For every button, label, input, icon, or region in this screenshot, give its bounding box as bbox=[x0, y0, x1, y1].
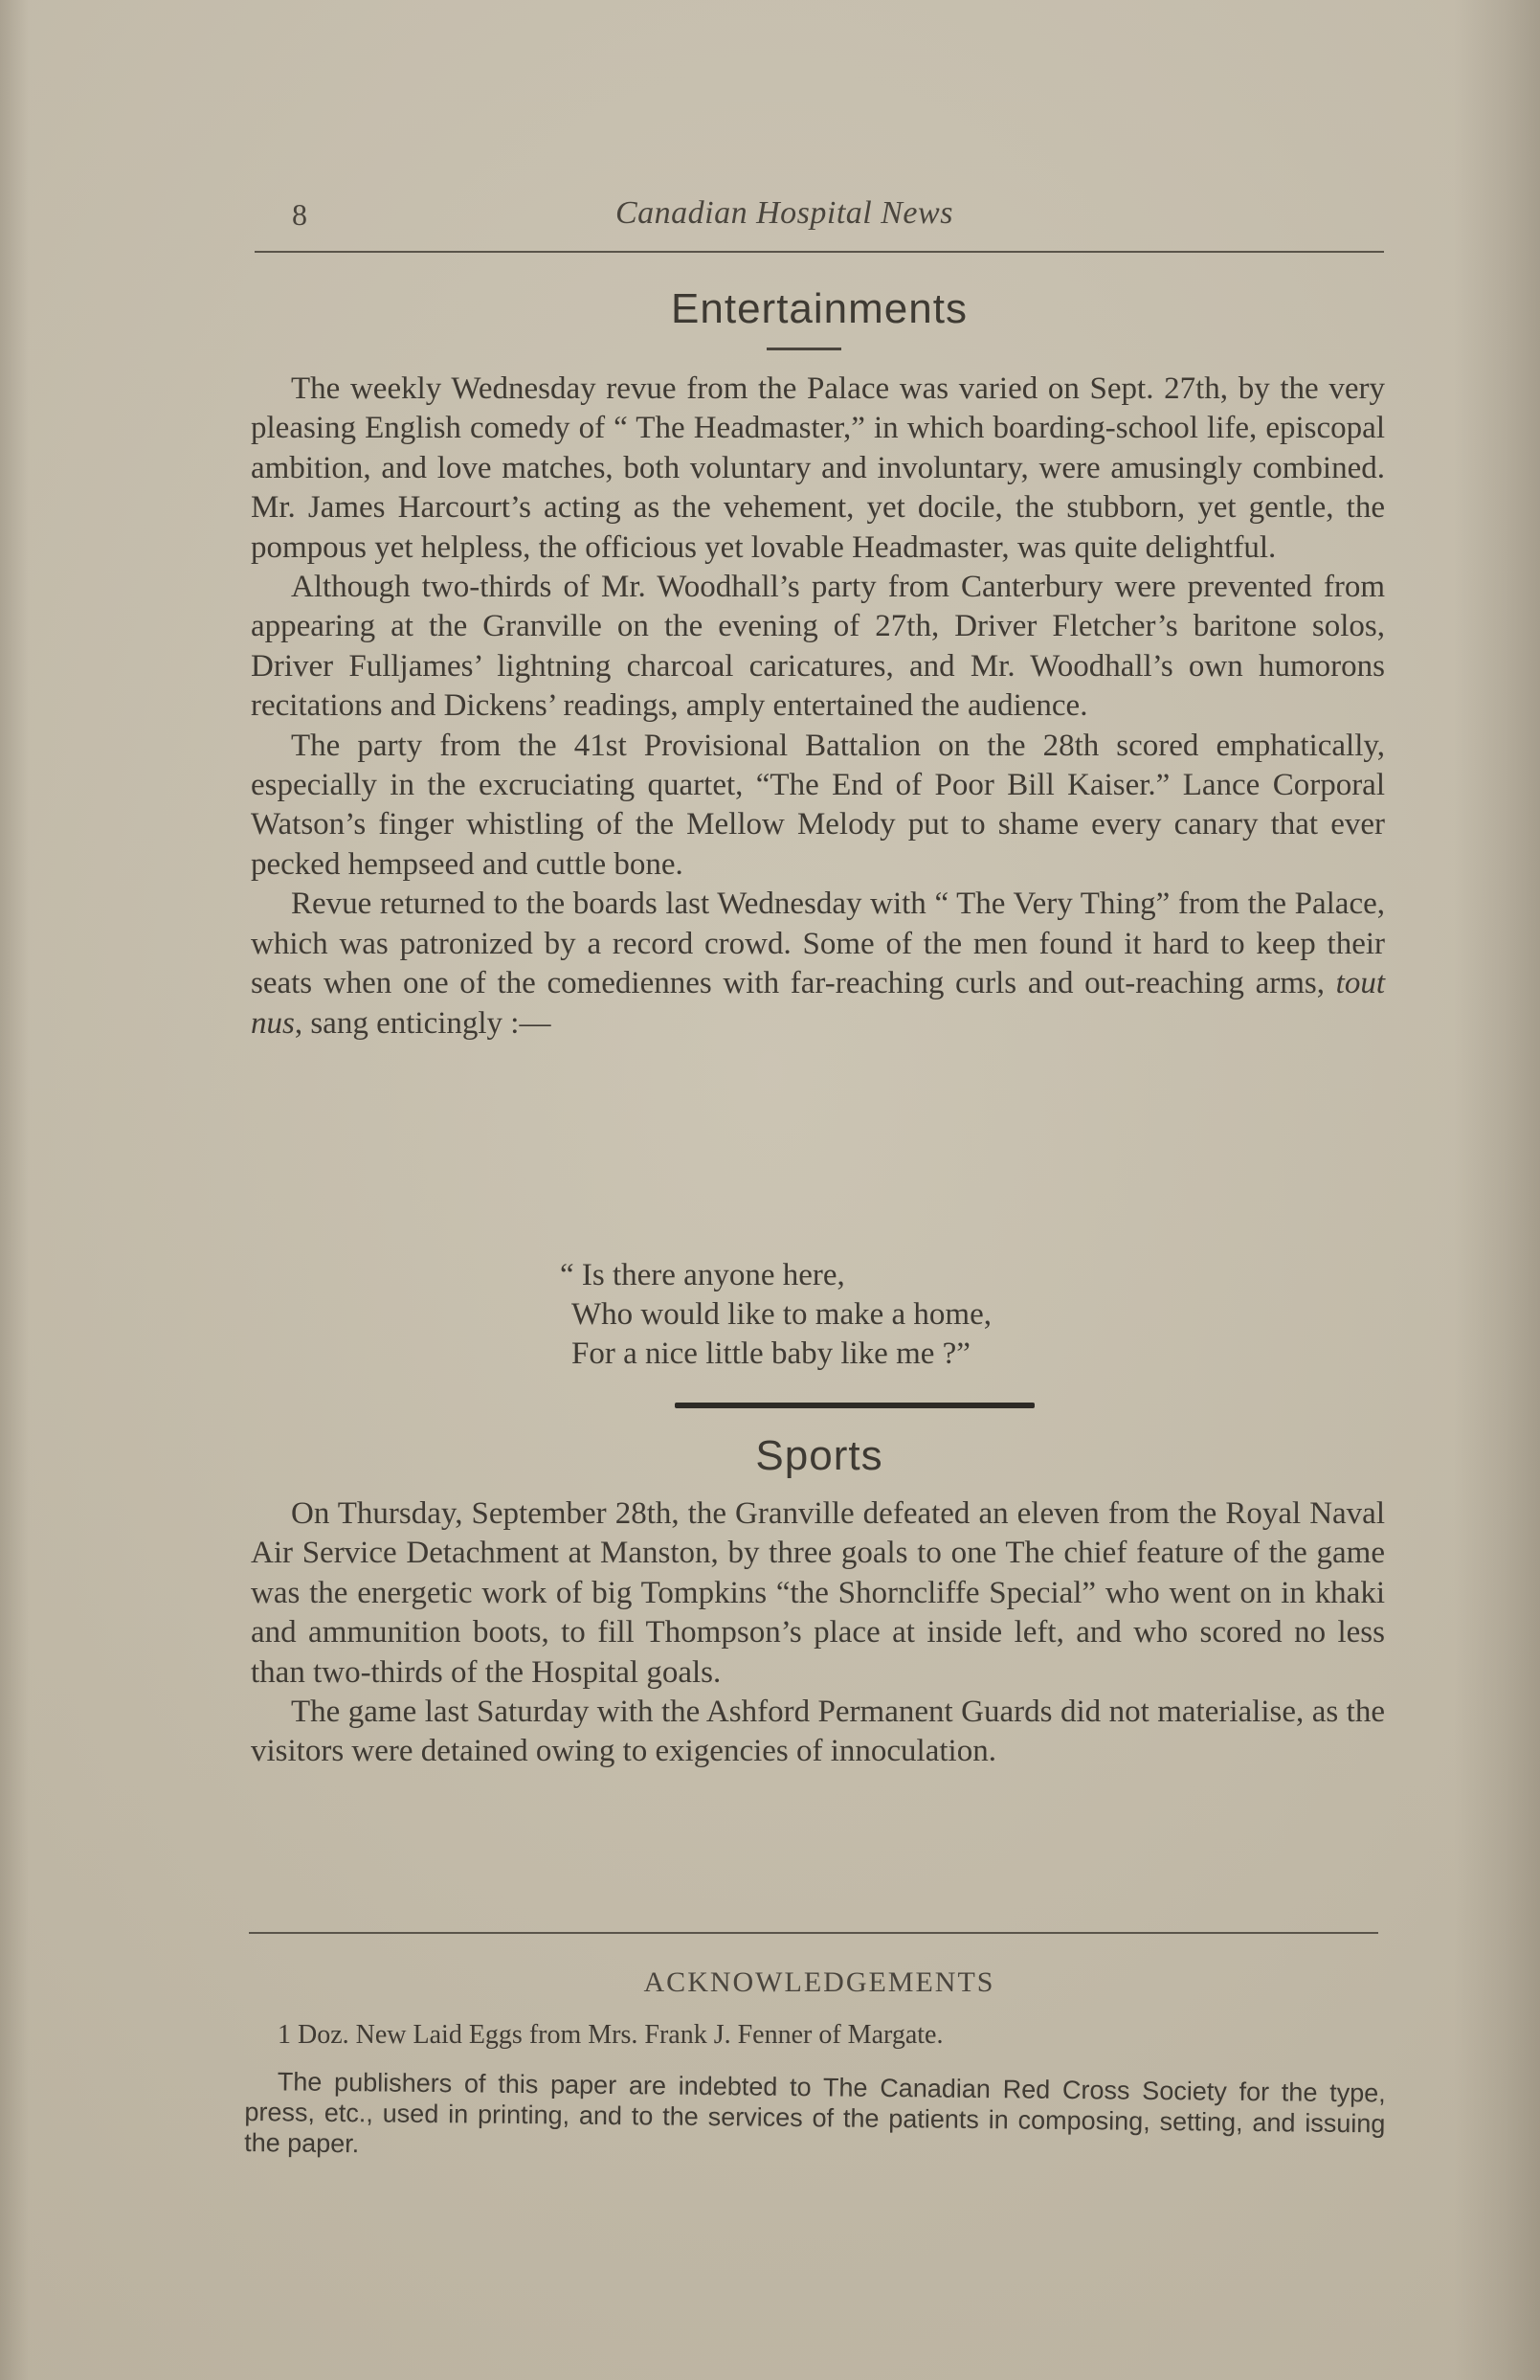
paragraph-text: Revue returned to the boards last Wednesday with “ The Very Thing” from the Palace, which was patronized by a record crowd. Some of the men found it hard to keep their seats when one of the comediennes with far-reaching curls and out-reaching arms, bbox=[251, 887, 1385, 1001]
entertainments-paragraph bbox=[251, 885, 1385, 1044]
entertainments-paragraph: The party from the 41st Provisional Battalion on the 28th scored emphatically, especially in the excruciating quartet, “The End of Poor Bill Kaiser.” Lance Corporal Watson’s finger whistling of the Mellow Melody put to shame every canary that ever pecked hempseed and cuttle bone. bbox=[251, 728, 1385, 882]
heading-dash bbox=[767, 348, 841, 350]
publishers-note: The publishers of this paper are indebted to The Canadian Red Cross Society for the type, press, etc., used in printing, and to the services of the patients in composing, setting, and issuing the paper. bbox=[244, 2067, 1386, 2159]
acknowledgement-item: 1 Doz. New Laid Eggs from Mrs. Frank J. Fenner of Margate. bbox=[278, 2020, 944, 2050]
running-title: Canadian Hospital News bbox=[615, 195, 953, 231]
entertainments-paragraph: Although two-thirds of Mr. Woodhall’s party from Canterbury were prevented from appearing at the Granville on the evening of 27th, Driver Fletcher’s baritone solos, Driver Fulljames’ lightning charcoal caricatures, and Mr. Woodhall’s own humorons recitations and Dickens’ readings, amply entertained the audience. bbox=[251, 570, 1385, 724]
entertainments-heading: Entertainments bbox=[671, 285, 968, 332]
sports-heading: Sports bbox=[755, 1432, 883, 1479]
entertainments-body bbox=[251, 370, 1385, 1044]
verse-line: Who would like to make a home, bbox=[571, 1297, 992, 1332]
sports-paragraph: The game last Saturday with the Ashford Permanent Guards did not materialise, as the visitors were detained owing to exigencies of innoculation. bbox=[251, 1695, 1385, 1769]
paragraph-text: , sang enticingly :— bbox=[294, 1005, 551, 1041]
acknowledgements-heading: ACKNOWLEDGEMENTS bbox=[643, 1966, 995, 1998]
acknowledgements-rule bbox=[249, 1932, 1378, 1934]
sports-paragraph: On Thursday, September 28th, the Granville defeated an eleven from the Royal Naval Air Service Detachment at Manston, by three goals to one The chief feature of the game was the energetic work of big Tompkins “the Shorncliffe Special” who went on in khaki and ammunition boots, to fill Thompson’s place at inside left, and who scored no less than two-thirds of the Hospital goals. bbox=[251, 1496, 1385, 1690]
entertainments-paragraph: The weekly Wednesday revue from the Palace was varied on Sept. 27th, by the very pleasing English comedy of “ The Headmaster,” in which boarding-school life, episcopal ambition, and love matches, both voluntary and involuntary, were amusingly combined. Mr. James Harcourt’s acting as the vehement, yet docile, the stubborn, yet gentle, the pompous yet helpless, the officious yet lovable Headmaster, was quite delightful. bbox=[251, 371, 1385, 565]
sports-body bbox=[251, 1494, 1385, 1772]
verse-quote bbox=[560, 1256, 992, 1374]
verse-line: “ Is there anyone here, bbox=[560, 1258, 845, 1292]
page-left-edge-shadow bbox=[0, 0, 29, 2380]
page-right-edge-shadow bbox=[1454, 0, 1540, 2380]
italic-phrase: tout nus bbox=[251, 966, 1385, 1041]
verse-line: For a nice little baby like me ?” bbox=[571, 1336, 971, 1371]
section-divider-rule bbox=[675, 1403, 1035, 1408]
header-rule bbox=[255, 251, 1384, 253]
page-header bbox=[254, 191, 1383, 249]
page-number: 8 bbox=[292, 197, 307, 232]
